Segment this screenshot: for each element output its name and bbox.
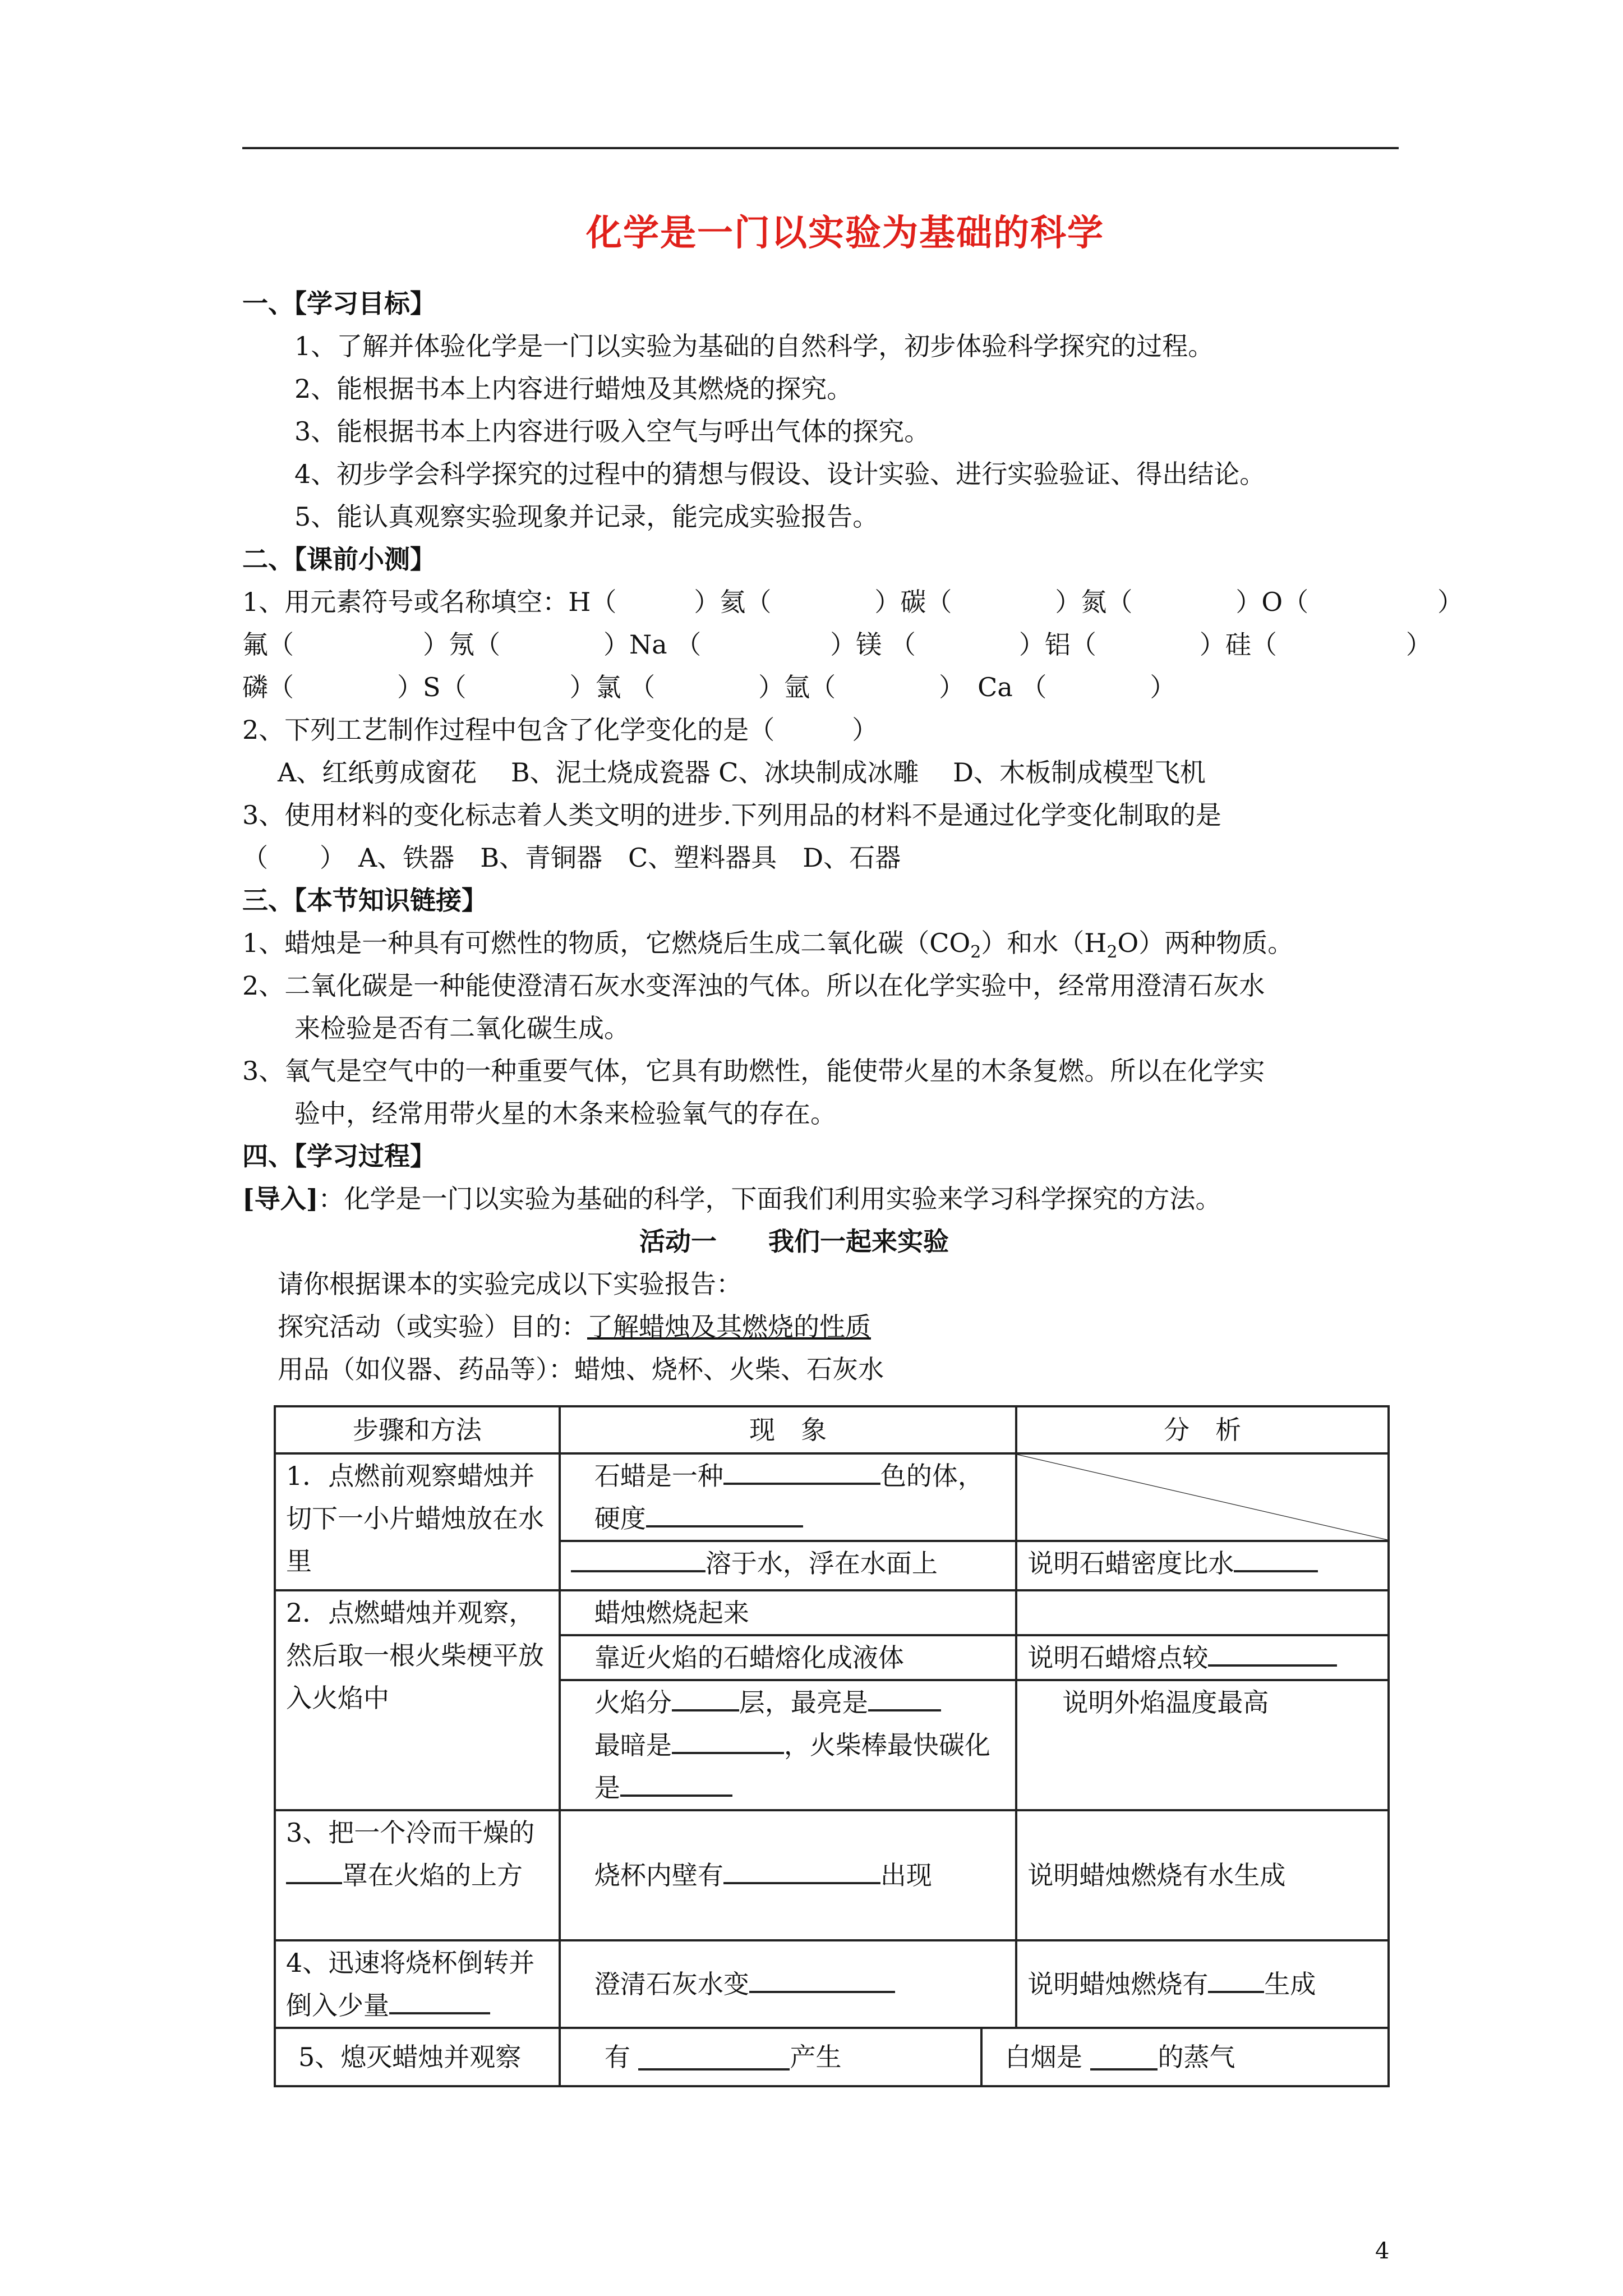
activity-title: 活动一 我们一起来实验 [639, 1226, 949, 1257]
analysis-cell: 说明蜡烛燃烧有水生成 [1016, 1810, 1389, 1940]
table-row [275, 2028, 1389, 2086]
step-cell: 5、熄灭蜡烛并观察 [275, 2028, 560, 2086]
quiz-q1-line1: 1、用元素符号或名称填空：H（ ）氦（ ）碳（ ）氮（ ）O（ ） [242, 587, 1464, 617]
blank-field[interactable] [723, 1857, 880, 1884]
blank-field[interactable] [1208, 1640, 1337, 1667]
blank-field[interactable] [286, 1857, 342, 1884]
analysis-cell: 说明外焰温度最高 [1016, 1680, 1389, 1810]
table-row [275, 1453, 1389, 1541]
goal-item-4: 4、初步学会科学探究的过程中的猜想与假设、设计实验、进行实验验证、得出结论。 [294, 459, 1266, 489]
phenomenon-cell: 澄清石灰水变 [560, 1940, 1017, 2028]
diagonal-line [1017, 1455, 1387, 1540]
blank-field[interactable] [868, 1685, 941, 1711]
purpose-line: 探究活动（或实验）目的：了解蜡烛及其燃烧的性质 [278, 1312, 871, 1342]
quiz-q3-options: （ ） A、铁器 B、青铜器 C、塑料器具 D、石器 [242, 843, 901, 873]
phenomenon-cell: 蜡烛燃烧起来 [560, 1590, 1017, 1635]
goal-item-3: 3、能根据书本上内容进行吸入空气与呼出气体的探究。 [294, 416, 930, 447]
knowledge-item-3-line2: 验中，经常用带火星的木条来检验氧气的存在。 [294, 1098, 836, 1129]
section-3-heading: 三、【本节知识链接】 [242, 885, 487, 915]
section-2-heading: 二、【课前小测】 [242, 544, 436, 574]
quiz-q1-line3: 磷（ ）S（ ）氯 （ ）氩（ ） Ca （ ） [242, 672, 1176, 702]
section-4-heading: 四、【学习过程】 [242, 1141, 436, 1171]
diagonal-cell [1016, 1453, 1389, 1541]
blank-field[interactable] [646, 1501, 803, 1527]
blank-field[interactable] [723, 1458, 880, 1485]
experiment-report-table [274, 1405, 1390, 2087]
phenomenon-cell: 石蜡是一种 色的体，硬度 [560, 1453, 1017, 1541]
quiz-q2-options: A、红纸剪成窗花 B、泥土烧成瓷器 C、冰块制成冰雕 D、木板制成模型飞机 [278, 757, 1206, 788]
row5-merged-cell [560, 2028, 1389, 2086]
intro-line: [导入]：化学是一门以实验为基础的科学，下面我们利用实验来学习科学探究的方法。 [242, 1184, 1221, 1214]
analysis-cell: 白烟是 的蒸气 [1004, 2042, 1235, 2072]
analysis-cell: 说明石蜡密度比水 [1016, 1541, 1389, 1590]
analysis-cell [1016, 1590, 1389, 1635]
phenomenon-cell: 溶于水，浮在水面上 [560, 1541, 1017, 1590]
knowledge-item-2-line2: 来检验是否有二氧化碳生成。 [294, 1013, 630, 1043]
knowledge-item-1: 1、蜡烛是一种具有可燃性的物质，它燃烧后生成二氧化碳$(CO_2)$和水$(H_2O)$两种物质。 [242, 928, 1294, 963]
quiz-q2: 2、下列工艺制作过程中包含了化学变化的是（ ） [242, 715, 878, 745]
report-request: 请你根据课本的实验完成以下实验报告： [278, 1269, 742, 1299]
analysis-cell: 说明蜡烛燃烧有 生成 [1016, 1940, 1389, 2028]
blank-field[interactable] [749, 1966, 895, 1993]
blank-field[interactable] [672, 1685, 739, 1711]
goal-item-2: 2、能根据书本上内容进行蜡烛及其燃烧的探究。 [294, 374, 853, 404]
header-analysis: 分 析 [1016, 1406, 1389, 1453]
phenomenon-cell: 火焰分 层，最亮是 最暗是 ，火柴棒最快碳化是 [560, 1680, 1017, 1810]
purpose-value: 了解蜡烛及其燃烧的性质 [587, 1312, 871, 1342]
quiz-q3: 3、使用材料的变化标志着人类文明的进步.下列用品的材料不是通过化学变化制取的是 [242, 800, 1221, 830]
goal-item-1: 1、了解并体验化学是一门以实验为基础的自然科学，初步体验科学探究的过程。 [294, 331, 1214, 361]
goal-item-5: 5、能认真观察实验现象并记录，能完成实验报告。 [294, 501, 879, 532]
step-cell: 2．点燃蜡烛并观察，然后取一根火柴梗平放入火焰中 [275, 1590, 560, 1810]
header-phenomenon: 现 象 [560, 1406, 1017, 1453]
knowledge-item-2-line1: 2、二氧化碳是一种能使澄清石灰水变浑浊的气体。所以在化学实验中，经常用澄清石灰水 [242, 970, 1265, 1001]
blank-field[interactable] [1090, 2044, 1158, 2070]
knowledge-item-3-line1: 3、氧气是空气中的一种重要气体，它具有助燃性，能使带火星的木条复燃。所以在化学实 [242, 1056, 1265, 1086]
table-row [275, 1810, 1389, 1940]
table-row [275, 1940, 1389, 2028]
blank-field[interactable] [389, 1987, 490, 2014]
phenomenon-cell: 有 产生 [561, 2029, 983, 2085]
blank-field[interactable] [1208, 1966, 1264, 1993]
step-cell: 4、迅速将烧杯倒转并倒入少量 [275, 1940, 560, 2028]
table-header-row [275, 1406, 1389, 1453]
page-title: 化学是一门以实验为基础的科学 [586, 212, 1104, 254]
materials-line: 用品（如仪器、药品等）：蜡烛、烧杯、火柴、石灰水 [278, 1354, 884, 1384]
blank-field[interactable] [571, 1545, 706, 1572]
blank-field[interactable] [1234, 1545, 1318, 1572]
blank-field[interactable] [620, 1770, 732, 1797]
phenomenon-cell: 烧杯内壁有 出现 [560, 1810, 1017, 1940]
step-cell: 3、把一个冷而干燥的罩在火焰的上方 [275, 1810, 560, 1940]
section-1-heading: 一、【学习目标】 [242, 288, 436, 319]
page-number: 4 [1375, 2238, 1390, 2264]
blank-field[interactable] [672, 1727, 784, 1754]
analysis-cell: 说明石蜡熔点较 [1016, 1635, 1389, 1680]
phenomenon-cell: 靠近火焰的石蜡熔化成液体 [560, 1635, 1017, 1680]
blank-field[interactable] [638, 2044, 790, 2070]
step-cell: 1．点燃前观察蜡烛并切下一小片蜡烛放在水里 [275, 1453, 560, 1590]
table-row [275, 1590, 1389, 1635]
header-rule [242, 147, 1399, 149]
quiz-q1-line2: 氟（ ）氖（ ）Na （ ）镁 （ ）铝（ ）硅（ ） [242, 629, 1432, 660]
header-steps: 步骤和方法 [275, 1406, 560, 1453]
